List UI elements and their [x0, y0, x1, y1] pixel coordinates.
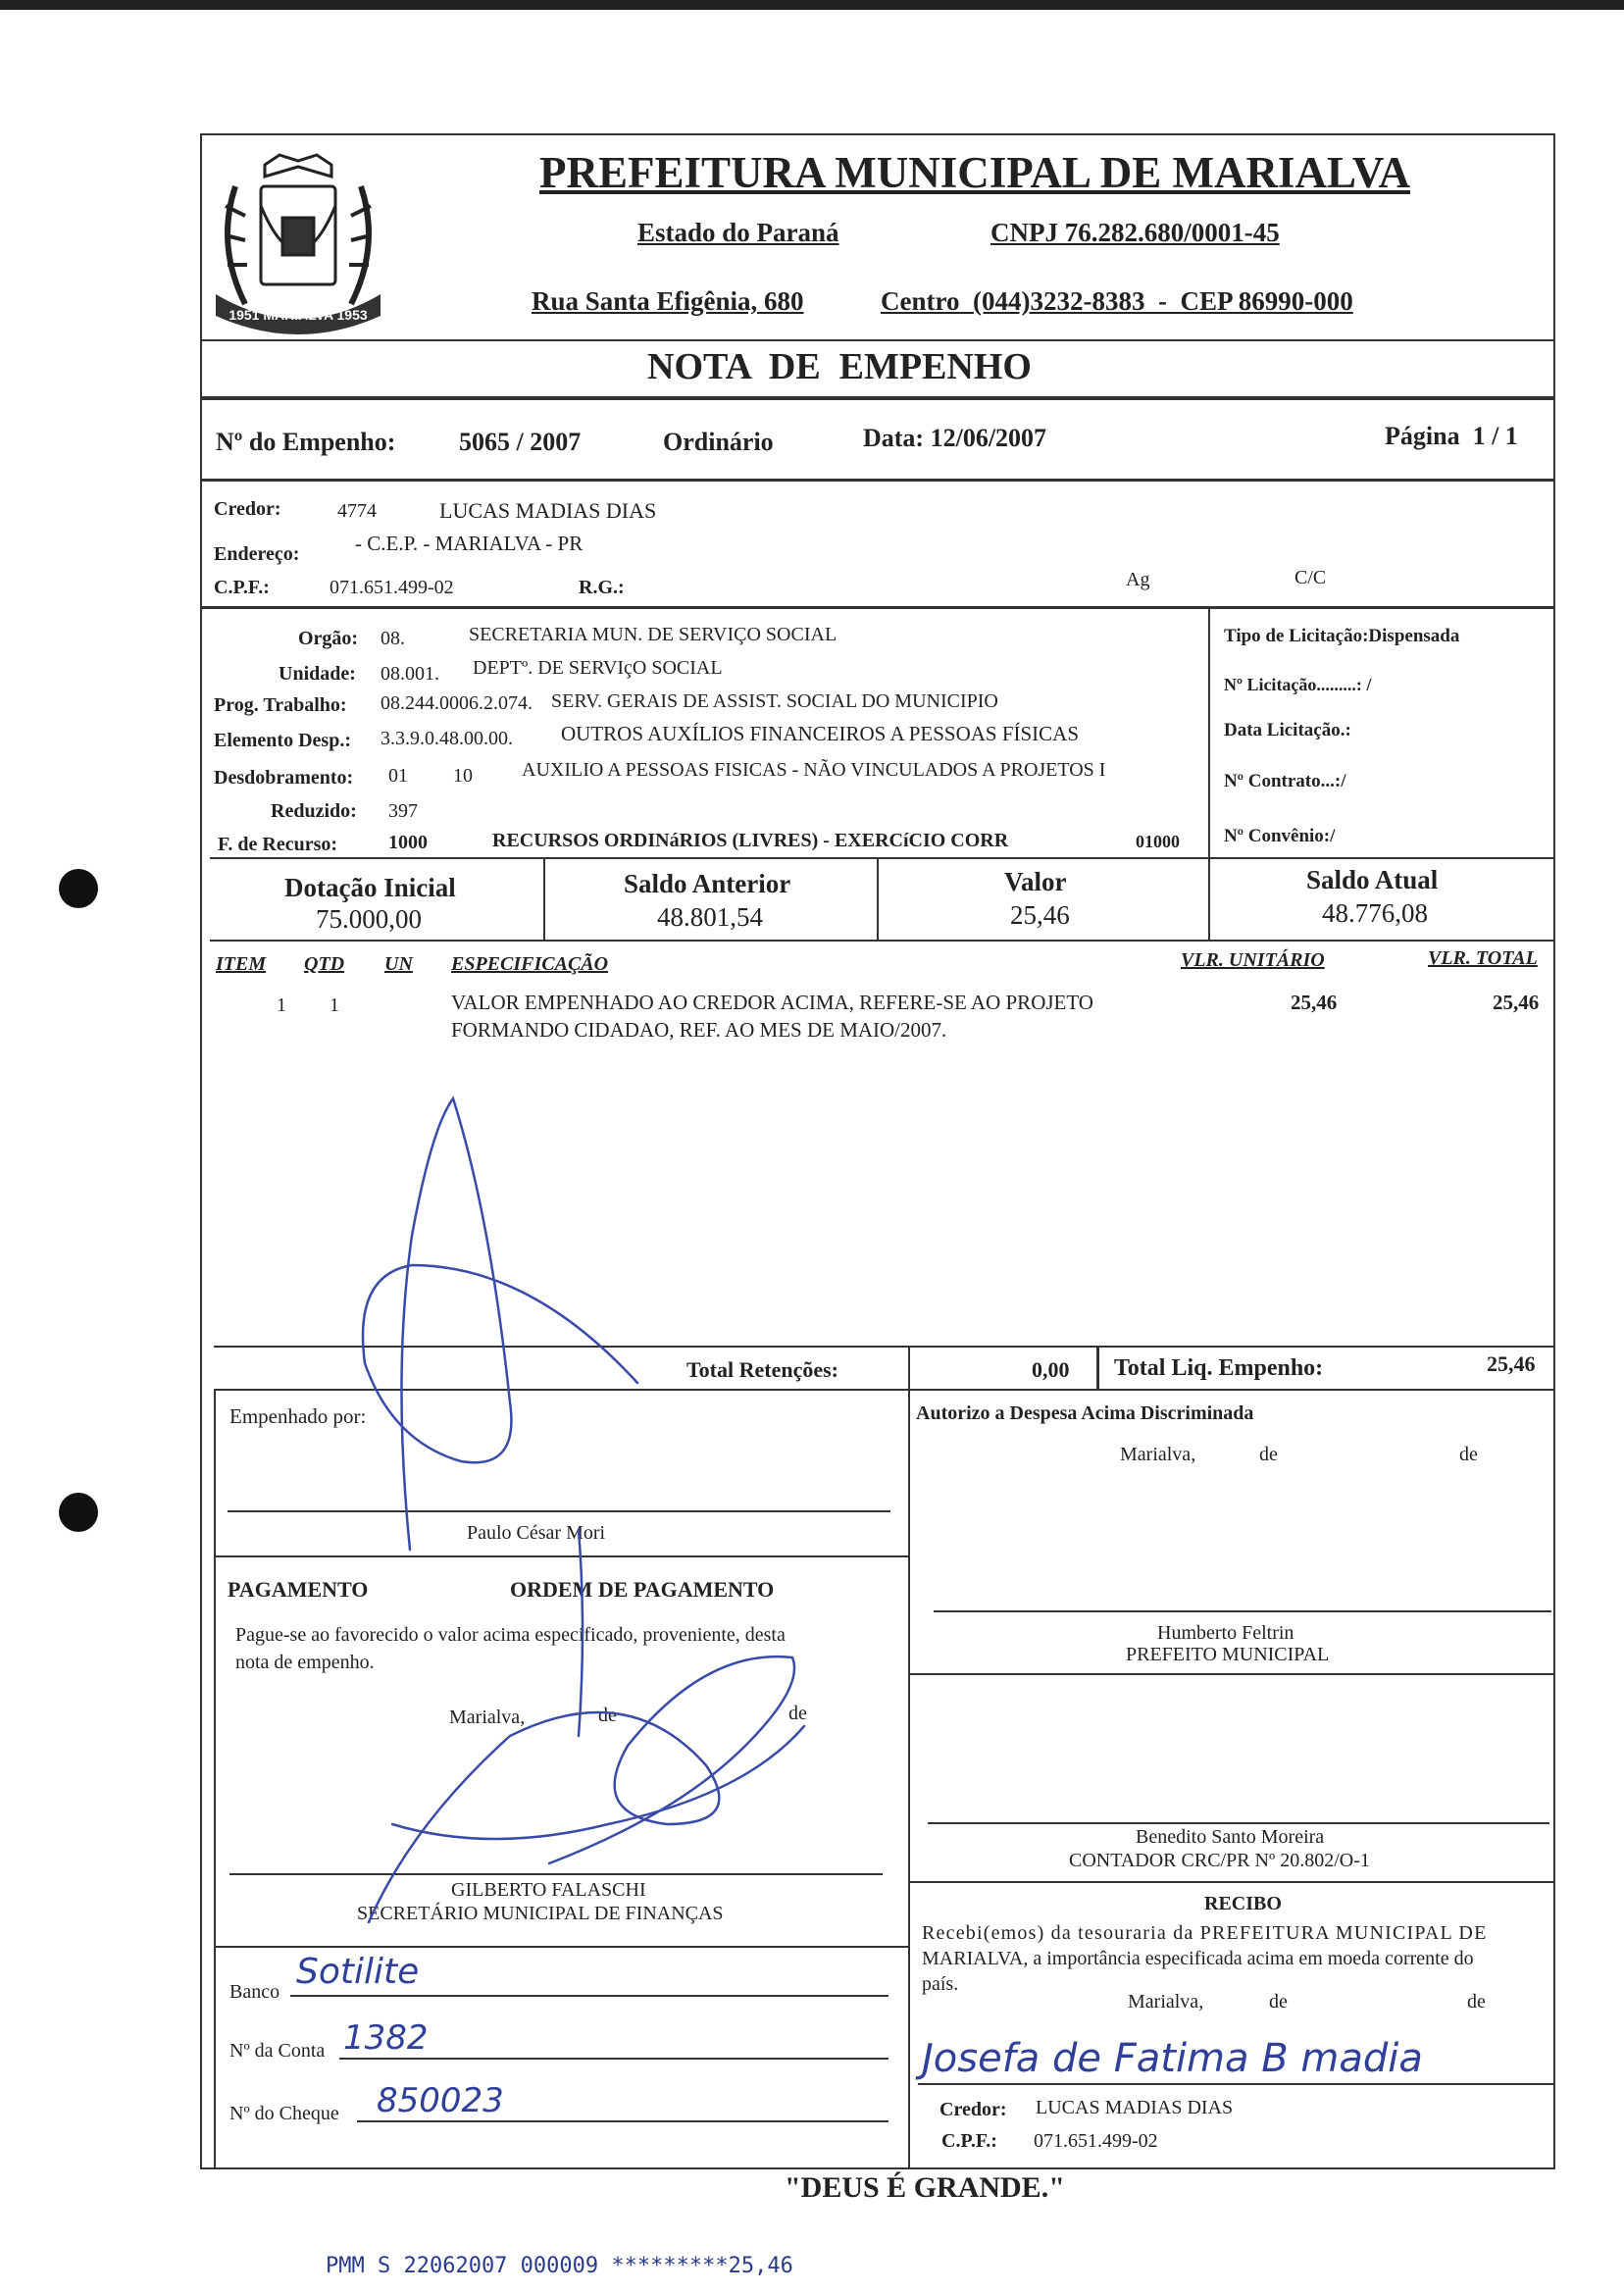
- empenho-type: Ordinário: [663, 428, 774, 456]
- col-header-especificacao: ESPECIFICAÇÃO: [451, 953, 609, 975]
- elemento-label: Elemento Desp.:: [214, 730, 351, 751]
- ordem-pagamento-label: ORDEM DE PAGAMENTO: [510, 1577, 775, 1602]
- signature-line: [934, 1610, 1551, 1612]
- recibo-city: Marialva,: [1128, 1991, 1204, 2013]
- page-number: Página 1 / 1: [1385, 422, 1518, 450]
- divider: [543, 857, 545, 940]
- saldo-atual-value: 48.776,08: [1322, 898, 1428, 928]
- header-title: PREFEITURA MUNICIPAL DE MARIALVA: [539, 148, 1411, 197]
- contador-role: CONTADOR CRC/PR Nº 20.802/O-1: [1069, 1850, 1370, 1871]
- divider: [214, 1946, 908, 1948]
- divider: [200, 479, 1555, 482]
- recibo-signature: Josefa de Fatima B madia: [922, 2036, 1423, 2081]
- dotacao-label: Dotação Inicial: [284, 873, 456, 902]
- reduzido-value: 397: [388, 800, 418, 822]
- secretario-name: GILBERTO FALASCHI: [451, 1879, 646, 1901]
- recurso-code: 1000: [388, 832, 428, 853]
- rg-label: R.G.:: [579, 577, 625, 598]
- banco-label: Banco: [229, 1981, 280, 2003]
- elemento-name: OUTROS AUXÍLIOS FINANCEIROS A PESSOAS FÍSICAS: [561, 722, 1080, 745]
- divider: [908, 1881, 1555, 1883]
- doc-title: NOTA DE EMPENHO: [647, 346, 1032, 387]
- credor-code: 4774: [337, 500, 377, 522]
- punch-hole-bottom: [59, 1493, 98, 1532]
- retencoes-value: 0,00: [1032, 1357, 1070, 1382]
- pagamento-label: PAGAMENTO: [228, 1577, 369, 1602]
- convenio: Nº Convênio:/: [1224, 826, 1336, 846]
- divider: [1208, 857, 1210, 940]
- row-spec-line1: VALOR EMPENHADO AO CREDOR ACIMA, REFERE-SE AO PROJETO: [451, 991, 1093, 1014]
- conta-label: Nº da Conta: [229, 2040, 326, 2062]
- credor-address: - C.E.P. - MARIALVA - PR: [355, 532, 584, 555]
- footer-motto: "DEUS É GRANDE.": [785, 2171, 1065, 2204]
- signature-line: [918, 2083, 1555, 2085]
- cheque-value: 850023: [377, 2081, 504, 2120]
- conta-line: [339, 2058, 888, 2060]
- desdobramento-name: AUXILIO A PESSOAS FISICAS - NÃO VINCULADOS A PROJETOS I: [522, 759, 1106, 781]
- desdobramento-code: 01: [388, 765, 408, 787]
- prog-code: 08.244.0006.2.074.: [381, 692, 533, 714]
- credor-label: Credor:: [214, 498, 281, 520]
- recurso-label: F. de Recurso:: [218, 834, 338, 855]
- col-header-vlr-unitario: VLR. UNITÁRIO: [1181, 949, 1325, 971]
- orgao-label: Orgão:: [298, 628, 359, 649]
- divider: [214, 1389, 216, 2169]
- divider: [1208, 608, 1210, 857]
- divider: [214, 1555, 908, 1557]
- cpf-label: C.P.F.:: [214, 577, 270, 598]
- empenho-date: Data: 12/06/2007: [863, 424, 1047, 452]
- recurso-num: 01000: [1136, 832, 1180, 851]
- cheque-label: Nº do Cheque: [229, 2103, 339, 2124]
- col-header-item: ITEM: [216, 953, 267, 975]
- address-label: Endereço:: [214, 543, 300, 565]
- autorizo-de2: de: [1459, 1444, 1478, 1465]
- liquido-label: Total Liq. Empenho:: [1114, 1355, 1324, 1381]
- divider: [908, 1673, 1555, 1675]
- row-item: 1: [277, 994, 286, 1016]
- row-unit-value: 25,46: [1291, 991, 1338, 1014]
- desdobramento-sub: 10: [453, 765, 473, 787]
- credor-cpf: 071.651.499-02: [330, 577, 454, 598]
- prog-label: Prog. Trabalho:: [214, 694, 347, 716]
- unidade-code: 08.001.: [381, 663, 439, 685]
- signature-line: [928, 1822, 1549, 1824]
- row-total-value: 25,46: [1493, 991, 1540, 1014]
- desdobramento-label: Desdobramento:: [214, 767, 354, 789]
- elemento-code: 3.3.9.0.48.00.00.: [381, 728, 513, 749]
- cc-label: C/C: [1294, 567, 1327, 588]
- dotacao-value: 75.000,00: [316, 904, 422, 934]
- divider: [210, 857, 1555, 859]
- punch-hole-top: [59, 869, 98, 908]
- municipal-seal-logo: [206, 147, 390, 338]
- cheque-line: [357, 2120, 888, 2122]
- recibo-credor-name: LUCAS MADIAS DIAS: [1036, 2097, 1234, 2118]
- licitacao-numero: Nº Licitação.........: /: [1224, 675, 1372, 694]
- col-header-qtd: QTD: [304, 953, 345, 975]
- prefeito-role: PREFEITO MUNICIPAL: [1126, 1644, 1330, 1665]
- recibo-text-line2: MARIALVA, a importância especificada acima em moeda corrente do: [922, 1948, 1474, 1969]
- recibo-credor-label: Credor:: [939, 2099, 1007, 2120]
- secretario-role: SECRETÁRIO MUNICIPAL DE FINANÇAS: [357, 1903, 724, 1924]
- contador-name: Benedito Santo Moreira: [1136, 1826, 1325, 1848]
- valor-value: 25,46: [1010, 900, 1070, 930]
- retencoes-label: Total Retenções:: [686, 1357, 838, 1382]
- col-header-vlr-total: VLR. TOTAL: [1428, 947, 1538, 969]
- saldo-anterior-value: 48.801,54: [657, 902, 763, 932]
- prefeito-name: Humberto Feltrin: [1157, 1622, 1294, 1644]
- reduzido-label: Reduzido:: [271, 800, 357, 822]
- recibo-text-line3: país.: [922, 1973, 959, 1995]
- seal-banner-text: 1951 MARIALVA 1953: [228, 307, 368, 323]
- unidade-label: Unidade:: [279, 663, 356, 685]
- autorizo-city: Marialva,: [1120, 1444, 1196, 1465]
- liquido-value: 25,46: [1487, 1351, 1536, 1376]
- autorizo-label: Autorizo a Despesa Acima Discriminada: [916, 1402, 1254, 1424]
- recibo-de2: de: [1467, 1991, 1486, 2013]
- pagamento-text-line2: nota de empenho.: [235, 1652, 375, 1673]
- orgao-name: SECRETARIA MUN. DE SERVIÇO SOCIAL: [469, 624, 837, 645]
- footer-stamp: PMM S 22062007 000009 *********25,46: [326, 2254, 793, 2278]
- valor-label: Valor: [1004, 867, 1067, 896]
- conta-value: 1382: [343, 2018, 429, 2058]
- ag-label: Ag: [1126, 569, 1150, 590]
- contrato: Nº Contrato...:/: [1224, 771, 1346, 791]
- autorizo-de1: de: [1259, 1444, 1278, 1465]
- scan-top-edge: [0, 0, 1624, 10]
- pagamento-de2: de: [788, 1703, 807, 1724]
- banco-line: [290, 1995, 888, 1997]
- signature-line: [229, 1873, 883, 1875]
- header-address-rest: Centro (044)3232-8383 - CEP 86990-000: [881, 286, 1353, 316]
- empenho-number: 5065 / 2007: [459, 428, 582, 456]
- pagamento-city: Marialva,: [449, 1707, 526, 1728]
- prog-name: SERV. GERAIS DE ASSIST. SOCIAL DO MUNICIPIO: [551, 690, 998, 712]
- banco-value: Sotilite: [296, 1952, 420, 1992]
- divider: [200, 606, 1555, 609]
- unidade-name: DEPTº. DE SERVIçO SOCIAL: [473, 657, 723, 679]
- recibo-text-line1: Recebi(emos) da tesouraria da PREFEITURA MUNICIPAL DE: [922, 1922, 1488, 1944]
- pagamento-de1: de: [598, 1705, 617, 1726]
- credor-name: LUCAS MADIAS DIAS: [439, 498, 657, 523]
- empenhado-name: Paulo César Mori: [467, 1522, 606, 1544]
- empenhado-label: Empenhado por:: [229, 1404, 367, 1428]
- header-address-street: Rua Santa Efigênia, 680: [532, 286, 804, 316]
- row-spec-line2: FORMANDO CIDADAO, REF. AO MES DE MAIO/2007.: [451, 1018, 947, 1042]
- orgao-code: 08.: [381, 628, 405, 649]
- divider: [1096, 1346, 1099, 1389]
- divider: [214, 1389, 1555, 1391]
- divider: [214, 1346, 1555, 1348]
- header-state: Estado do Paraná: [637, 218, 839, 247]
- divider: [200, 339, 1555, 341]
- licitacao-data: Data Licitação.:: [1224, 720, 1351, 740]
- pagamento-text-line1: Pague-se ao favorecido o valor acima especificado, proveniente, desta: [235, 1624, 786, 1646]
- header-cnpj: CNPJ 76.282.680/0001-45: [990, 218, 1280, 247]
- divider: [877, 857, 879, 940]
- empenho-label: Nº do Empenho:: [216, 428, 396, 456]
- licitacao-tipo: Tipo de Licitação:Dispensada: [1224, 626, 1460, 646]
- divider: [908, 1346, 910, 1389]
- col-header-un: UN: [384, 953, 413, 975]
- recibo-de1: de: [1269, 1991, 1288, 2013]
- divider: [200, 396, 1555, 400]
- saldo-anterior-label: Saldo Anterior: [624, 869, 791, 898]
- recibo-title: RECIBO: [1204, 1893, 1282, 1914]
- recibo-cpf-label: C.P.F.:: [941, 2130, 997, 2152]
- signature-line: [228, 1510, 890, 1512]
- recibo-cpf: 071.651.499-02: [1034, 2130, 1158, 2152]
- divider: [210, 940, 1555, 942]
- row-qtd: 1: [330, 994, 339, 1016]
- divider: [908, 1389, 910, 2169]
- recurso-name: RECURSOS ORDINáRIOS (LIVRES) - EXERCíCIO CORR: [492, 830, 1009, 851]
- saldo-atual-label: Saldo Atual: [1306, 865, 1439, 894]
